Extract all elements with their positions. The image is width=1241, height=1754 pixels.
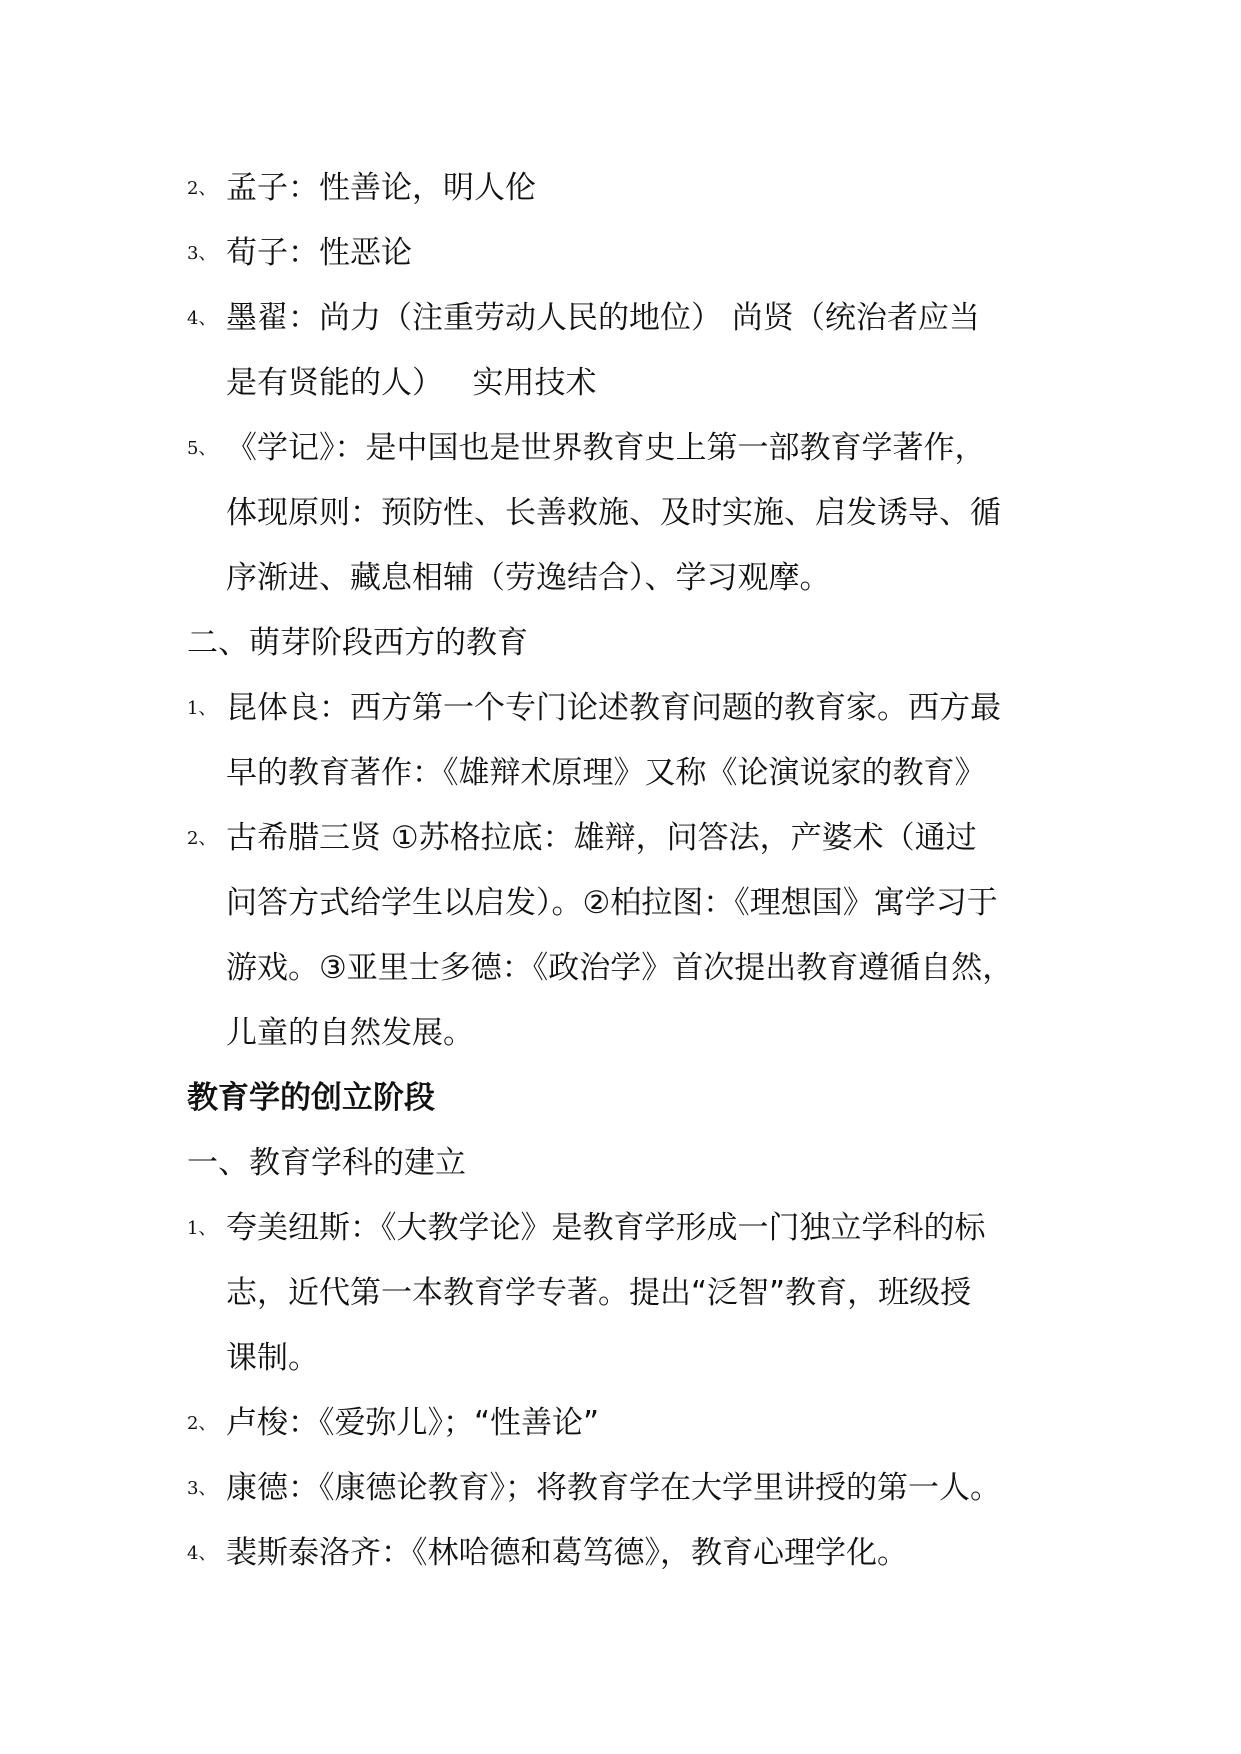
- list-number: 2、: [187, 1413, 217, 1434]
- text-line: 康德：《康德论教育》；将教育学在大学里讲授的第一人。: [226, 1470, 1001, 1506]
- list-item: [187, 1196, 1067, 1391]
- list-number: 2、: [187, 828, 217, 849]
- text-line: 《学记》：是中国也是世界教育史上第一部教育学著作，: [226, 430, 986, 466]
- text-line: 志，近代第一本教育学专著。提出“泛智”教育，班级授: [226, 1275, 972, 1311]
- text-line: 儿童的自然发展。: [226, 1015, 474, 1051]
- text-line: 是有贤能的人） 实用技术: [226, 365, 597, 401]
- list-item: [187, 221, 1067, 286]
- text-line: 序渐进、藏息相辅（劳逸结合）、学习观摩。: [226, 560, 831, 596]
- list-number: 5、: [187, 438, 217, 459]
- list-number: 2、: [187, 178, 217, 199]
- list-number: 3、: [187, 243, 217, 264]
- list-item: [187, 1456, 1067, 1521]
- text-line: 昆体良：西方第一个专门论述教育问题的教育家。西方最: [226, 690, 1001, 726]
- text-line: 课制。: [226, 1340, 319, 1376]
- list-number: 3、: [187, 1478, 217, 1499]
- list-item: [187, 286, 1067, 416]
- list-item: [187, 806, 1067, 1066]
- text-line: 体现原则：预防性、长善救施、及时实施、启发诱导、循: [226, 495, 1001, 531]
- list-number: 1、: [187, 698, 217, 719]
- text-line: 裴斯泰洛齐：《林哈德和葛笃德》，教育心理学化。: [226, 1535, 908, 1571]
- text-line: 孟子：性善论，明人伦: [226, 170, 536, 206]
- list-item: [187, 416, 1067, 611]
- text-line: 夸美纽斯：《大教学论》是教育学形成一门独立学科的标: [226, 1210, 986, 1246]
- section-heading: 一、教育学科的建立: [187, 1145, 466, 1181]
- list-item: [187, 1521, 1067, 1586]
- section-heading: 二、萌芽阶段西方的教育: [187, 625, 528, 661]
- list-item: [187, 156, 1067, 221]
- list-number: 1、: [187, 1218, 217, 1239]
- text-line: 卢梭：《爱弥儿》；“性善论”: [226, 1405, 600, 1441]
- text-line: 墨翟：尚力（注重劳动人民的地位） 尚贤（统治者应当: [226, 300, 980, 336]
- text-line: 荀子：性恶论: [226, 235, 412, 271]
- text-line: 早的教育著作：《雄辩术原理》又称《论演说家的教育》: [226, 755, 986, 791]
- section-heading: 教育学的创立阶段: [187, 1080, 435, 1116]
- list-number: 4、: [187, 308, 217, 329]
- list-number: 4、: [187, 1543, 217, 1564]
- text-line: 古希腊三贤 ①苏格拉底：雄辩，问答法，产婆术（通过: [226, 820, 977, 856]
- list-item: [187, 676, 1067, 806]
- document-body: [187, 156, 1067, 1586]
- text-line: 问答方式给学生以启发）。②柏拉图：《理想国》寓学习于: [226, 885, 998, 921]
- text-line: 游戏。③亚里士多德：《政治学》首次提出教育遵循自然，: [226, 950, 1014, 986]
- list-item: [187, 1391, 1067, 1456]
